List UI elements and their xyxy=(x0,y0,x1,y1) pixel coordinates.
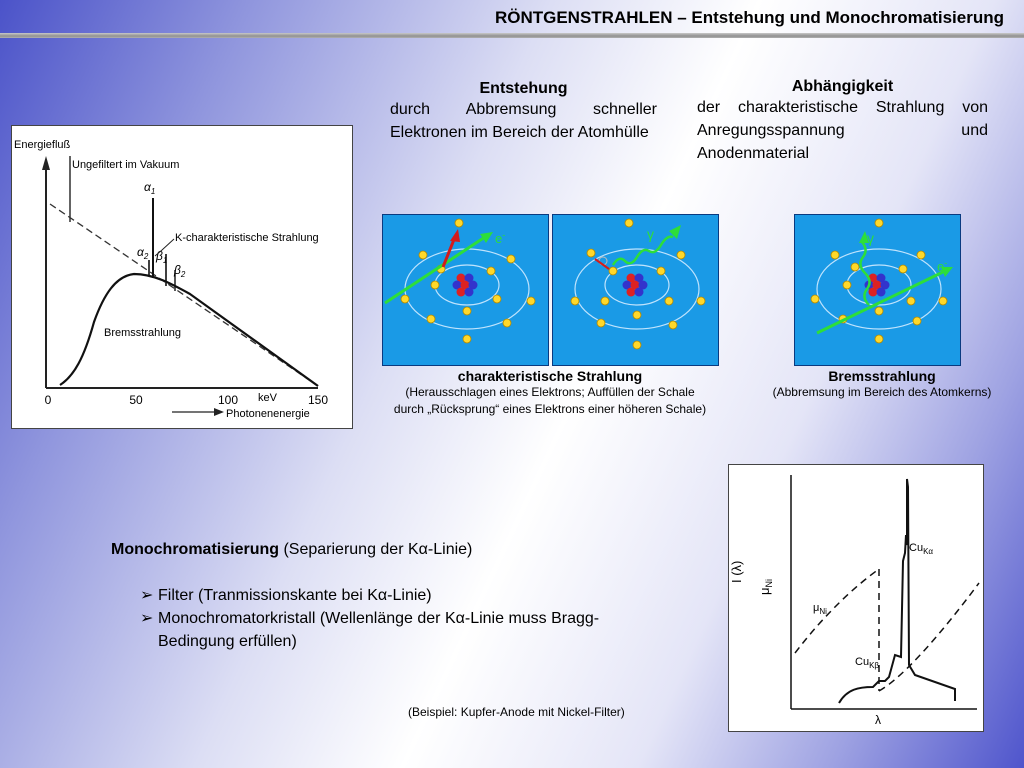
atom-diagram-1 xyxy=(383,215,548,365)
unfiltered-label: Ungefiltert im Vakuum xyxy=(72,159,180,171)
atom-diagram-2 xyxy=(553,215,718,365)
entstehung-heading: Entstehung xyxy=(479,80,568,97)
tick-100: 100 xyxy=(217,393,239,407)
electron-label: e- xyxy=(495,230,506,246)
alpha2-label: $\alpha_2$ xyxy=(137,245,149,261)
arrow-bullet-icon: ➢ xyxy=(140,587,154,604)
atom-panel-ionization xyxy=(382,214,549,366)
atom-panel-emission xyxy=(552,214,719,366)
ejection-arrow-icon xyxy=(450,229,460,242)
mono-bullet-filter: ➢ Filter (Tranmissionskante bei Kα-Linie) xyxy=(140,584,640,607)
atom-diagram-3 xyxy=(795,215,960,365)
title-divider xyxy=(0,33,1024,38)
mono-heading: Monochromatisierung (Separierung der Kα-Linie) xyxy=(111,541,473,558)
photon-wave xyxy=(613,237,673,265)
example-note: (Beispiel: Kupfer-Anode mit Nickel-Filter) xyxy=(408,705,625,719)
char-caption xyxy=(380,368,720,418)
cu-kb-label: $Cu_{K\beta}$ xyxy=(855,656,879,670)
alpha1-label: $\alpha_1$ xyxy=(144,180,156,196)
entstehung-text: durch Abbremsung schneller Elektronen im Bereich der Atomhülle xyxy=(390,101,657,141)
mu-ni-curve-left xyxy=(795,569,879,653)
nucleus xyxy=(453,274,478,297)
k-leader xyxy=(155,239,174,256)
char-caption-line1: (Herausschlagen eines Elektrons; Auffüllen der Schale xyxy=(405,385,695,399)
page-title: RÖNTGENSTRAHLEN – Entstehung und Monochromatisierung xyxy=(494,8,1004,27)
cu-spectrum-curve xyxy=(839,479,955,703)
brems-label: Bremsstrahlung xyxy=(104,327,182,339)
abhaengigkeit-block xyxy=(697,78,988,165)
beta1-label: $\beta_1$ xyxy=(156,249,168,265)
brems-caption-title: Bremsstrahlung xyxy=(828,368,936,384)
filter-mu-axis-label: $\mu_{Ni}$ xyxy=(757,579,774,595)
electron-label: e- xyxy=(937,258,948,274)
char-caption-line2: durch „Rücksprung“ eines Elektrons einer höheren Schale) xyxy=(393,402,707,416)
brems-caption xyxy=(752,368,1012,401)
spectrum-plot xyxy=(12,126,352,428)
mono-bullet-crystal: ➢ Monochromatorkristall (Wellenlänge der Kα-Linie muss Bragg-Bedingung erfüllen) xyxy=(140,607,640,653)
char-caption-title: charakteristische Strahlung xyxy=(457,368,643,384)
beta2-label: $\beta_2$ xyxy=(174,263,186,279)
mono-list xyxy=(140,584,640,653)
tick-0: 0 xyxy=(44,393,52,407)
unit-label: keV xyxy=(258,392,277,404)
filter-x-label: λ xyxy=(875,713,881,727)
photon-label: γ xyxy=(867,230,874,246)
tick-50: 50 xyxy=(129,393,143,407)
mono-block xyxy=(111,538,671,653)
arrow-bullet-icon: ➢ xyxy=(140,610,154,627)
nucleus xyxy=(623,274,648,297)
spectrum-y-label: Energiefluß xyxy=(14,139,71,151)
y-axis-arrow-icon xyxy=(42,156,50,170)
abhaengigkeit-heading: Abhängigkeit xyxy=(791,78,894,95)
bremsstrahlung-curve xyxy=(60,274,318,386)
filter-plot xyxy=(729,465,983,731)
filter-figure xyxy=(728,464,984,732)
tick-150: 150 xyxy=(307,393,329,407)
filter-y-label: I (λ) xyxy=(729,560,744,583)
spectrum-figure xyxy=(11,125,353,429)
brems-caption-line1: (Abbremsung im Bereich des Atomkerns) xyxy=(772,385,992,399)
x-arrow-icon xyxy=(214,408,224,416)
photon-label: γ xyxy=(647,226,654,242)
abhaengigkeit-text: der charakteristische Strahlung von Anregungsspannung und Anodenmaterial xyxy=(697,99,988,162)
entstehung-block xyxy=(390,80,657,144)
cu-ka-label: $Cu_{K\alpha}$ xyxy=(909,542,934,556)
atom-panel-bremsstrahlung xyxy=(794,214,961,366)
mu-ni-label: $\mu_{Ni}$ xyxy=(813,602,827,616)
k-char-label: K-charakteristische Strahlung xyxy=(175,232,319,244)
x-axis-label: Photonenenergie xyxy=(226,408,310,420)
mu-ni-curve-right xyxy=(879,583,979,691)
